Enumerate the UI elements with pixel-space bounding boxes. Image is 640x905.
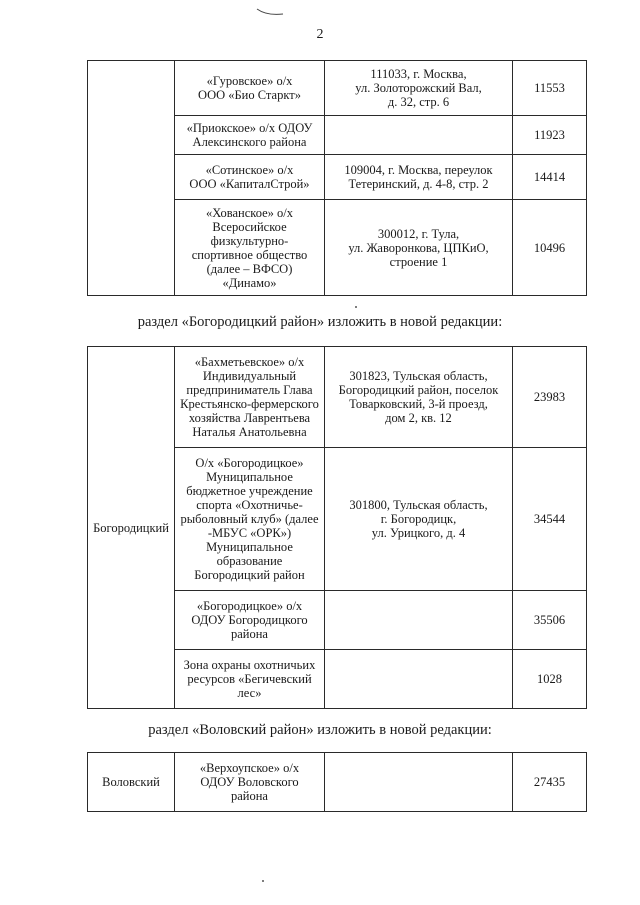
cell-line: Муниципальное <box>206 470 293 484</box>
area-cell: 23983 <box>513 347 587 448</box>
area-cell: 10496 <box>513 200 587 296</box>
cell-line: бюджетное учреждение <box>186 484 313 498</box>
cell-line: Индивидуальный <box>202 369 297 383</box>
cell-line: предприниматель Глава <box>186 383 313 397</box>
cell-line: района <box>231 789 268 803</box>
area-cell: 27435 <box>513 753 587 812</box>
table-row <box>88 753 587 812</box>
area-cell: 11923 <box>513 116 587 155</box>
cell-line: г. Богородицк, <box>380 512 457 526</box>
address-cell <box>325 200 513 296</box>
cell-line: «Динамо» <box>222 275 277 290</box>
address-cell <box>325 116 513 155</box>
cell-line: Алексинского района <box>192 135 307 149</box>
cell-line: ОДОУ Богородицкого <box>191 613 308 627</box>
table-row <box>88 347 587 448</box>
cell-line: 301823, Тульская область, <box>349 369 488 383</box>
cell-line: О/х «Богородицкое» <box>195 456 304 470</box>
hunting-ground-name-cell <box>175 155 325 200</box>
district-cell <box>88 61 175 296</box>
cell-line: 301800, Тульская область, <box>349 498 488 512</box>
cell-line: ул. Золоторожский Вал, <box>355 81 482 95</box>
hunting-ground-name-cell <box>175 200 325 296</box>
section-caption-bogoroditsk: раздел «Богородицкий район» изложить в новой редакции: <box>137 314 503 330</box>
area-cell: 1028 <box>513 650 587 709</box>
cell-line: ОДОУ Воловского <box>200 775 299 789</box>
hunting-grounds-table-continued <box>87 60 587 296</box>
cell-line: ООО «Био Старкт» <box>198 88 301 102</box>
cell-line: «Богородицкое» о/х <box>196 599 303 613</box>
cell-line: ул. Жаворонкова, ЦПКиО, <box>348 240 489 255</box>
cell-line: хозяйства Лаврентьева <box>188 411 311 425</box>
hunting-ground-name-cell <box>175 650 325 709</box>
cell-line: 109004, г. Москва, переулок <box>344 163 493 177</box>
area-cell: 14414 <box>513 155 587 200</box>
area-cell: 11553 <box>513 61 587 116</box>
cell-line: «Сотинское» о/х <box>205 163 294 177</box>
cell-line: ООО «КапиталСтрой» <box>189 177 310 191</box>
cell-line: -МБУС «ОРК») <box>207 526 292 540</box>
cell-line: спортивное общество <box>191 247 308 262</box>
cell-line: Тетеринский, д. 4-8, стр. 2 <box>348 177 489 191</box>
cell-line: Богородицкий район, поселок <box>338 383 499 397</box>
page-number: 2 <box>316 27 324 42</box>
cell-line: «Гуровское» о/х <box>206 74 293 88</box>
cell-line: «Верхоупское» о/х <box>199 761 300 775</box>
scan-speck <box>355 306 357 308</box>
cell-line: образование <box>216 554 283 568</box>
cell-line: Богородицкий район <box>194 568 305 582</box>
cell-line: Товарковский, 3-й проезд, <box>349 397 488 411</box>
address-cell <box>325 61 513 116</box>
hunting-ground-name-cell <box>175 347 325 448</box>
cell-line: Крестьянско-фермерского <box>180 397 319 411</box>
cell-line: Зона охраны охотничьих <box>183 658 316 672</box>
address-cell <box>325 591 513 650</box>
district-cell: Воловский <box>88 753 175 812</box>
cell-line: Наталья Анатольевна <box>192 425 307 439</box>
address-cell <box>325 347 513 448</box>
hunting-ground-name-cell <box>175 448 325 591</box>
area-cell: 34544 <box>513 448 587 591</box>
hunting-ground-name-cell <box>175 61 325 116</box>
volovo-table <box>87 752 587 812</box>
cell-line: физкультурно- <box>210 233 289 248</box>
cell-line: «Бахметьевское» о/х <box>194 355 305 369</box>
area-cell: 35506 <box>513 591 587 650</box>
bogoroditsk-table <box>87 346 587 709</box>
cell-line: рыболовный клуб» (далее <box>180 512 319 526</box>
address-cell <box>325 155 513 200</box>
address-cell <box>325 650 513 709</box>
cell-line: района <box>231 627 268 641</box>
cell-line: Всеросийское <box>212 219 287 234</box>
address-cell <box>325 753 513 812</box>
cell-line: Муниципальное <box>206 540 293 554</box>
cell-line: ресурсов «Бегичевский <box>187 672 312 686</box>
cell-line: лес» <box>237 686 262 700</box>
district-cell: Богородицкий <box>88 347 175 709</box>
cell-line: дом 2, кв. 12 <box>385 411 452 425</box>
scan-mark <box>256 8 284 16</box>
cell-line: (далее – ВФСО) <box>206 261 293 276</box>
hunting-ground-name-cell <box>175 116 325 155</box>
hunting-ground-name-cell <box>175 753 325 812</box>
cell-line: д. 32, стр. 6 <box>387 95 450 109</box>
cell-line: ул. Урицкого, д. 4 <box>371 526 466 540</box>
hunting-ground-name-cell <box>175 591 325 650</box>
scan-speck <box>262 880 264 882</box>
cell-line: 111033, г. Москва, <box>370 67 467 81</box>
section-caption-volovo: раздел «Воловский район» изложить в новой редакции: <box>148 722 492 738</box>
address-cell <box>325 448 513 591</box>
cell-line: «Хованское» о/х <box>206 205 293 220</box>
cell-line: «Приокское» о/х ОДОУ <box>186 121 313 135</box>
table-row <box>88 61 587 116</box>
cell-line: строение 1 <box>389 254 448 269</box>
cell-line: спорта «Охотничье- <box>196 498 303 512</box>
cell-line: 300012, г. Тула, <box>377 226 460 241</box>
